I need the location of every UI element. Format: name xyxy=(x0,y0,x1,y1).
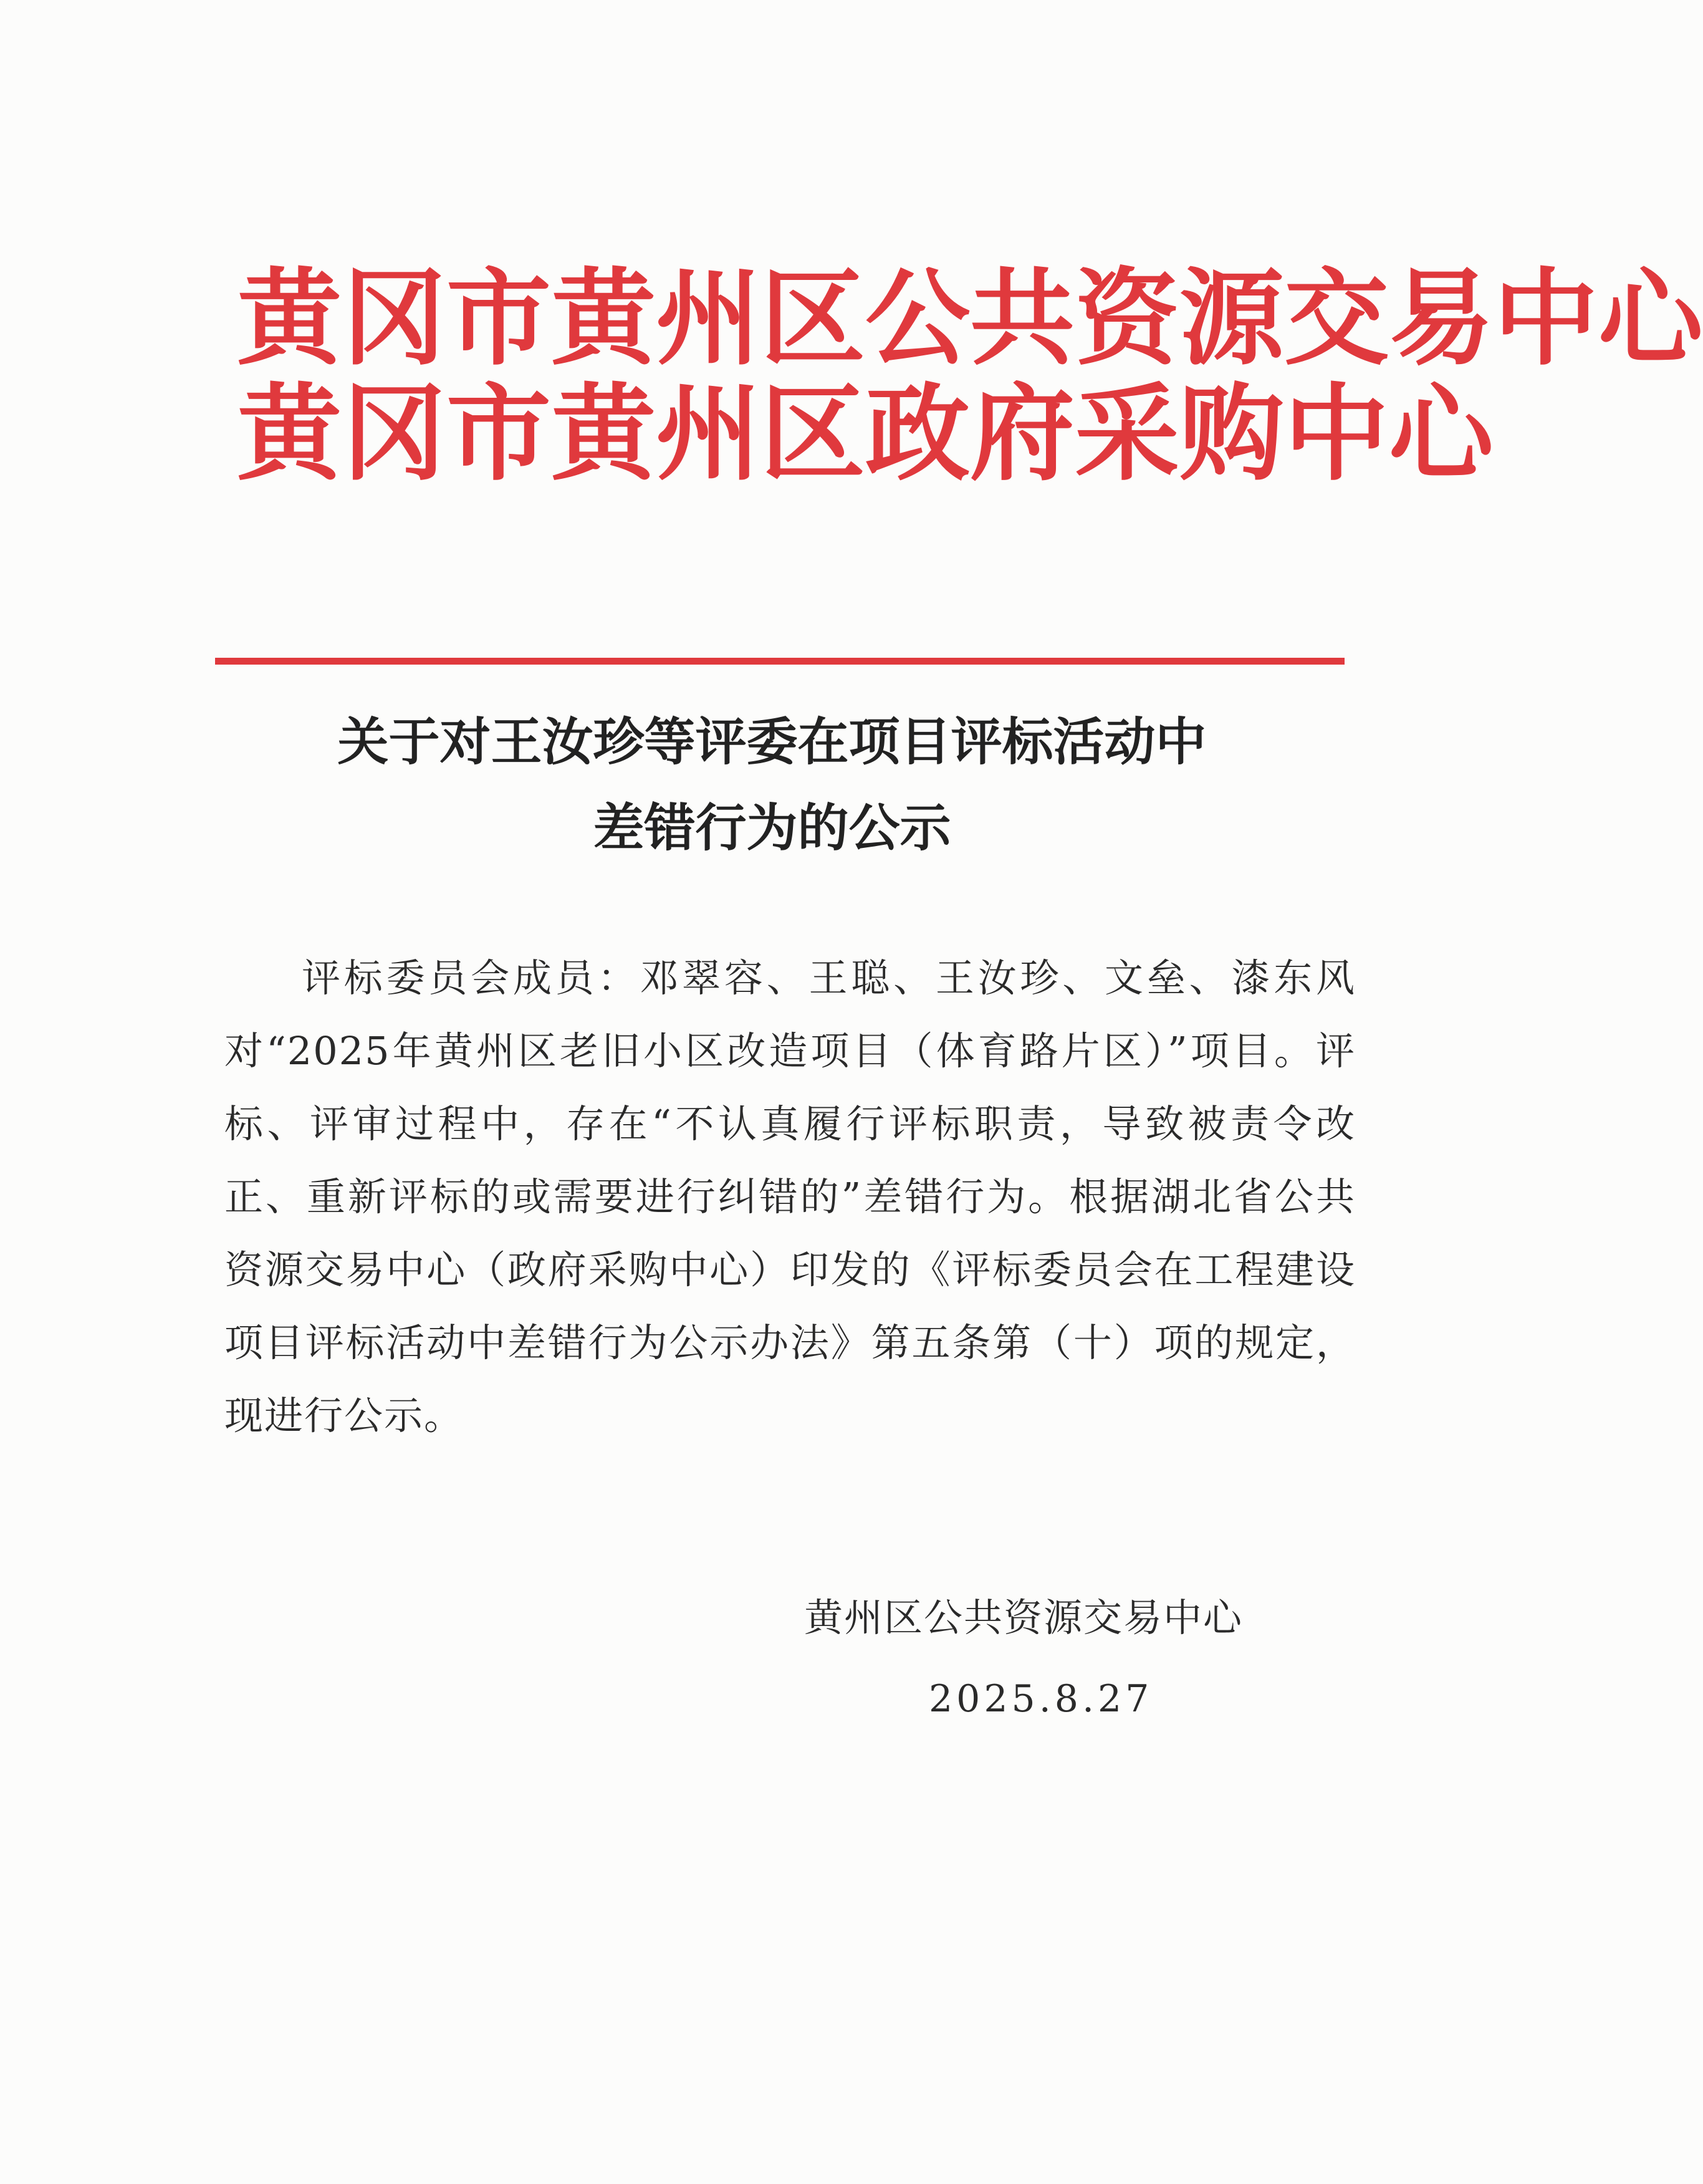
document-title-line-1: 关于对王汝珍等评委在项目评标活动中 xyxy=(337,712,1207,772)
issuer-line-2: 黄冈市黄州区政府采购中心 xyxy=(237,372,1494,495)
document-title-line-2: 差错行为的公示 xyxy=(593,798,951,858)
signature-date: 2025.8.27 xyxy=(929,1677,1153,1721)
signature-organization: 黄州区公共资源交易中心 xyxy=(804,1595,1244,1640)
issuer-line-1: 黄冈市黄州区公共资源交易中心 xyxy=(237,256,1703,380)
body-paragraph: 评标委员会成员：邓翠容、王聪、王汝珍、文垒、漆东风对“2025年黄州区老旧小区改造项目（体育路片区）”项目。评标、评审过程中，存在“不认真履行评标职责，导致被责令改正、重新评标的或需要进行纠错的”差错行为。根据湖北省公共资源交易中心（政府采购中心）印发的《评标委员会在工程建设项目评标活动中差错行为公示办法》第五条第（十）项的规定，现进行公示。 xyxy=(224,955,1356,1438)
red-divider xyxy=(215,658,1345,665)
